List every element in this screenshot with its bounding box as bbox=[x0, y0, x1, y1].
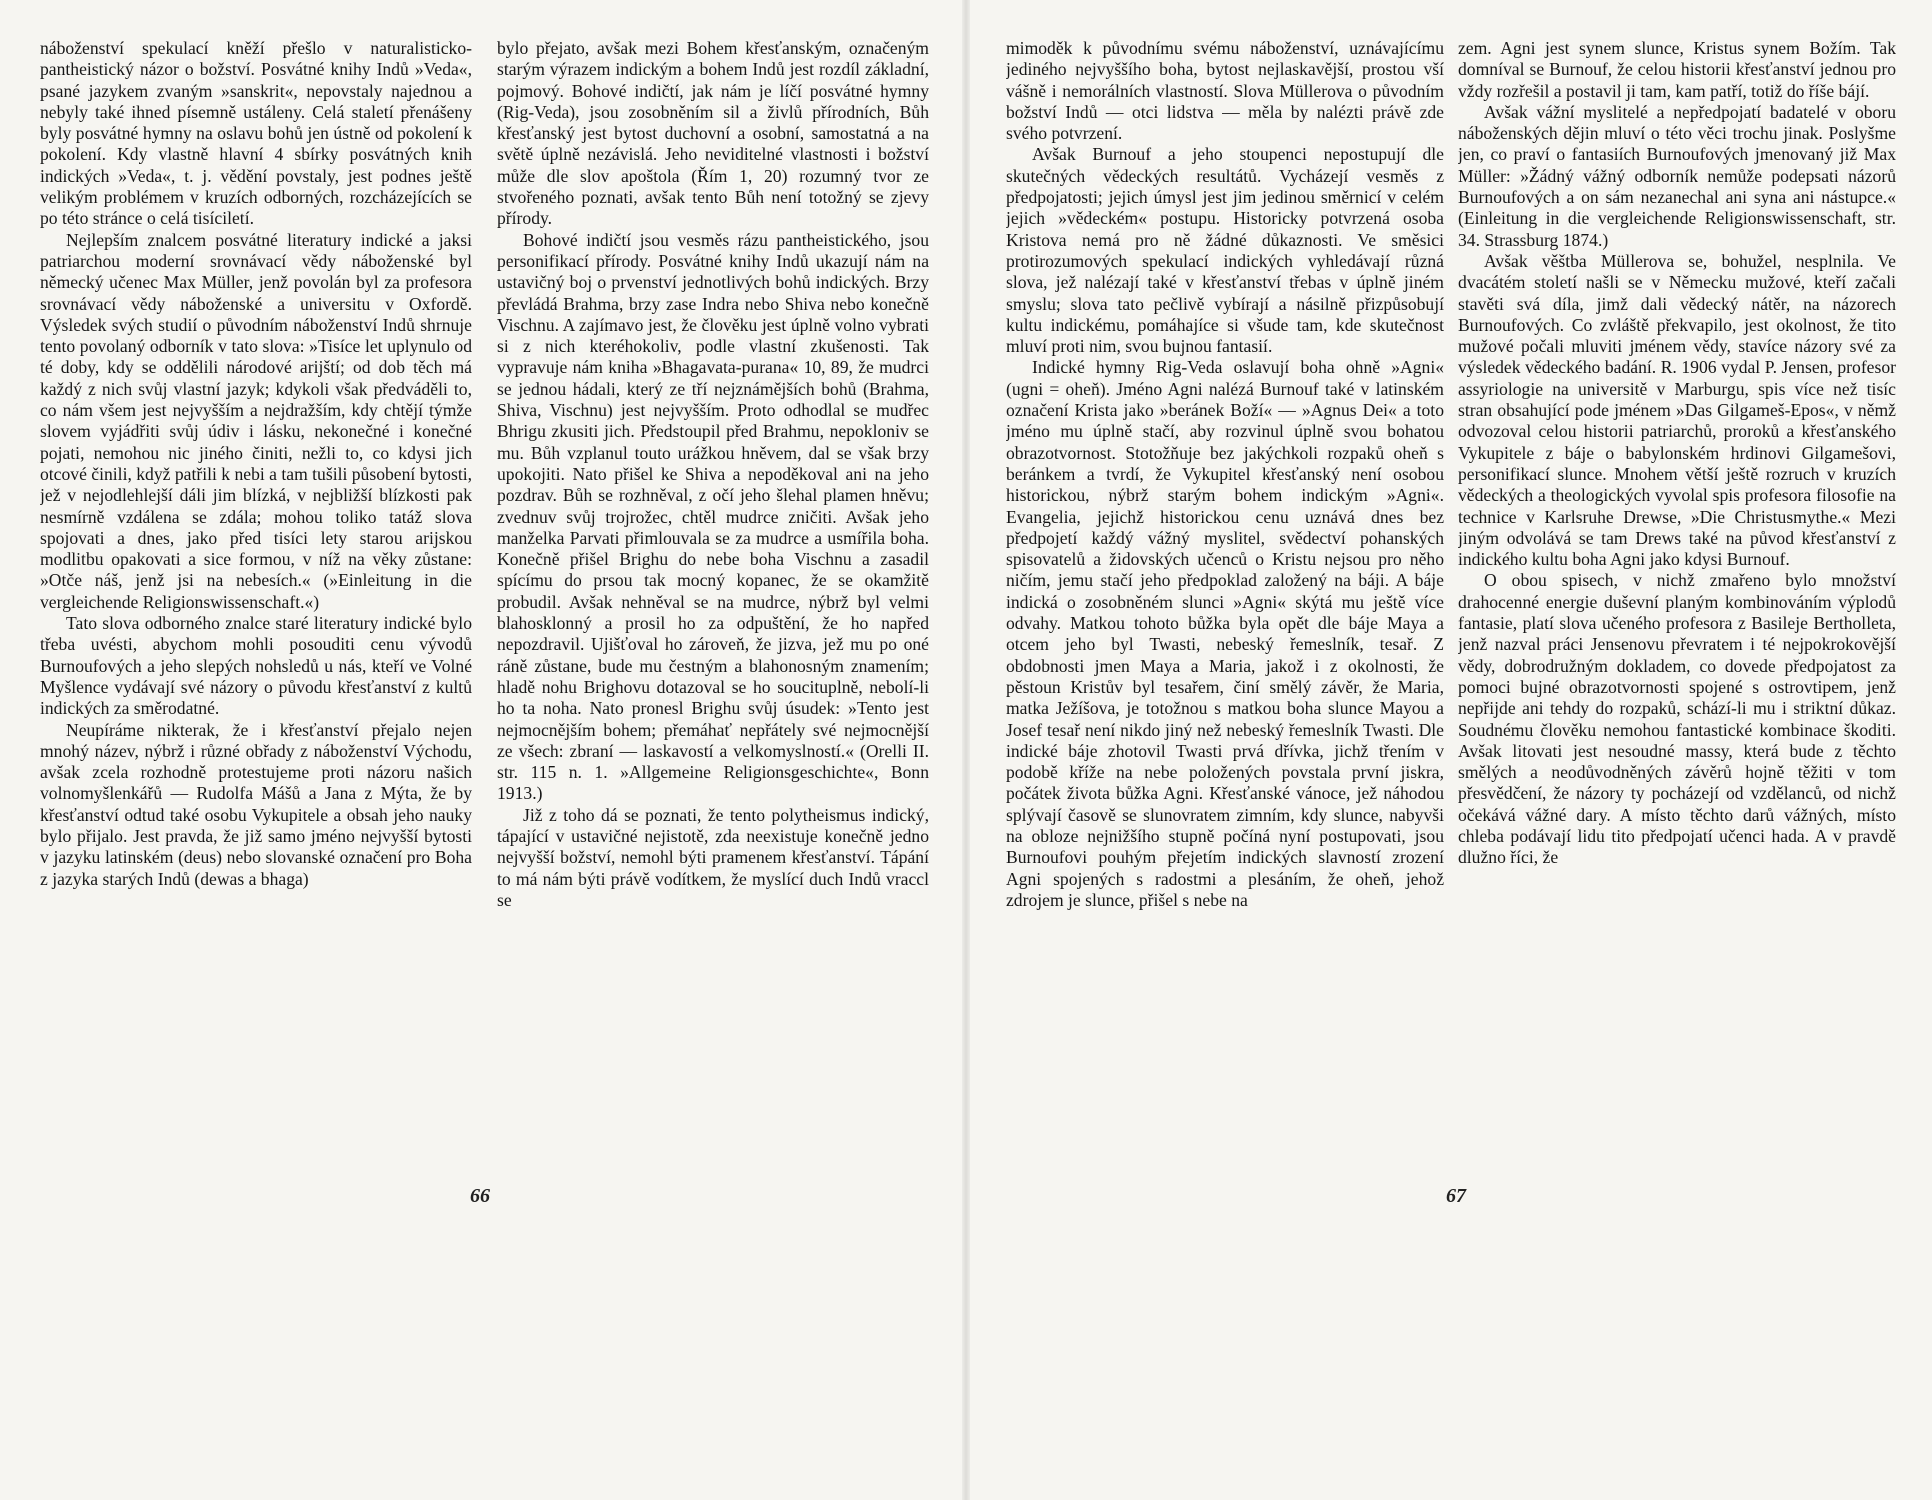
page-number: 67 bbox=[1446, 1185, 1466, 1207]
paragraph: O obou spisech, v nichž zmařeno bylo množství drahocenné energie duševní planým kombinováním výplodů fantasie, platí slova učeného profesora z Basileje Bertholleta, jenž nazval práci Jensenovu převratem i té nejpokrokovější vědy, dobrodružným dokladem, co dovede předpojatost za pomoci bujné obrazotvornosti spojené s ostrovtipem, jenž nepřijde ani tehdy do rozpaků, schází-li mu i striktní důkaz. Soudnému člověku nemohou fantastické kombinace škoditi. Avšak litovati jest nesoudné massy, která bude z těchto smělých a neodůvodněných závěrů hojně těžiti v tom přesvědčení, že názory ty pocházejí od vzdělanců, od nichž očekává vážné dary. A místo těchto darů vážných, místo chleba podávají lidu tito předpojatí učenci hada. A v pravdě dlužno říci, že bbox=[1458, 570, 1896, 868]
paragraph: Avšak Burnouf a jeho stoupenci nepostupují dle skutečných vědeckých resultátů. Vycházejí vesměs z předpojatosti; jejich úmysl jest jim jedinou směrnicí v celém jejich »vědeckém« postupu. Historicky potvrzená osoba Kristova nemá pro ně žádné důkaznosti. Ve směsici protirozumových spekulací indických vyhledávají různá slova, jež nalézají také v křesťanství třebas v úplně jiném smyslu; slova tato pečlivě vybírají a násilně přizpůsobují kultu indickému, pomáhajíce si všude tam, kde skutečnost mluví proti nim, svou bujnou fantasií. bbox=[1006, 144, 1444, 357]
paragraph: Indické hymny Rig-Veda oslavují boha ohně »Agni« (ugni = oheň). Jméno Agni nalézá Burnouf také v latinském označení Krista jako »beránek Boží« — »Agnus Dei« a toto jméno mu úplně stačí, aby rozvinul úplně svou bohatou obrazotvornost. Stotožňuje bez jakýchkoli rozpaků oheň s beránkem a tvrdí, že Vykupitel křesťanský není osobou historickou, nýbrž starým bohem indickým »Agni«. Evangelia, jejichž historickou cenu uznává dnes bez předpojetí každý vážný myslitel, svědectví pohanských spisovatelů a židovských učenců o Kristu nejsou pro něho ničím, jemu stačí jeho předpoklad založený na báji. A báje indická o zosobněném slunci »Agni« skýtá mu ještě více odvahy. Matkou tohoto bůžka byla opět dle báje Maya a otcem jeho byl Twasti, nebeský řemeslník, tesař. Z obdobnosti jmen Maya a Maria, jakož i z okolnosti, že pěstoun Kristův byl tesařem, činí smělý závěr, že Maria, matka Ježíšova, je totožnou s matkou boha slunce Mayou a Josef tesař není nikdo jiný než nebeský řemeslník Twasti. Dle indické báje zhotovil Twasti prvá dřívka, jichž třením v podobě kříže na nebe položených povstala první jiskra, počátek života bůžka Agni. Křesťanské vánoce, jež náhodou splývají časově se slunovratem zimním, kdy slunce, nabyvši na obloze nejnižšího stupně počíná nyní postupovati, jsou Burnoufovi pouhým přejetím indických slavností zrození Agni spojených s radostmi a plesáním, že oheň, jehož zdrojem je slunce, přišel s nebe na bbox=[1006, 357, 1444, 910]
page-67-column-2 bbox=[1458, 38, 1896, 1173]
page-67-column-1 bbox=[1006, 38, 1444, 1173]
page-number: 66 bbox=[470, 1185, 490, 1207]
paragraph: Neupíráme nikterak, že i křesťanství přejalo nejen mnohý název, nýbrž i různé obřady z náboženství Východu, avšak zcela rozhodně protestujeme proti názoru našich volnomyšlenkářů — Rudolfa Mášů a Jana z Mýta, že by křesťanství odtud také osobu Vykupitele a obsah jeho nauky bylo přijalo. Jest pravda, že již samo jméno nejvyšší bytosti v jazyku latinském (deus) nebo slovanské označení pro Boha z jazyka starých Indů (dewas a bhaga) bbox=[40, 719, 472, 889]
paragraph: Avšak vážní myslitelé a nepředpojatí badatelé v oboru náboženských dějin mluví o této věci trochu jinak. Poslyšme jen, co praví o fantasiích Burnoufových jmenovaný již Max Müller: »Žádný vážný odborník nemůže podepsati názorů Burnoufových a on sám nezanechal ani syna ani nástupce.« (Einleitung in die vergleichende Religionswissenschaft, str. 34. Strassburg 1874.) bbox=[1458, 101, 1896, 250]
paragraph: náboženství spekulací kněží přešlo v naturalisticko-pantheistický názor o božství. Posvátné knihy Indů »Veda«, psané jazykem zvaným »sanskrit«, nepovstaly najednou a nebyly také ihned písemně ustáleny. Celá staletí přenášeny byly posvátné hymny na oslavu bohů jen ústně od pokolení k pokolení. Kdy vlastně hlavní 4 sbírky posvátných knih indických »Veda«, t. j. vědění povstaly, jest podnes ještě velikým problémem v kruzích odborných, rozcházejících se po této stránce o celá tisíciletí. bbox=[40, 38, 472, 229]
paragraph: mimoděk k původnímu svému náboženství, uznávajícímu jediného nejvyššího boha, bytost nejlaskavější, prostou vší vášně i nemorálních vlastností. Slova Müllerova o původním božství Indů — otci lidstva — měla by nalézti právě zde svého potvrzení. bbox=[1006, 38, 1444, 144]
paragraph: Bohové indičtí jsou vesměs rázu pantheistického, jsou personifikací přírody. Posvátné knihy Indů ukazují nám na ustavičný boj o prvenství jednotlivých bohů indických. Brzy převládá Brahma, brzy zase Indra nebo Shiva nebo konečně Vischnu. A zajímavo jest, že člověku jest úplně volno vybrati si z nich kteréhokoliv, podle vlastní zkušenosti. Tak vypravuje nám kniha »Bhagavata-purana« 10, 89, že mudrci se jednou hádali, který ze tří nejznámějších bohů (Brahma, Shiva, Vischnu) jest nejvyšším. Proto odhodlal se mudřec Bhrigu zkusiti jich. Předstoupil před Brahmu, nepokloniv se mu. Bůh vzplanul touto urážkou hněvem, dal se však brzy upokojiti. Nato přišel ke Shiva a nepoděkoval ani na jeho pozdrav. Bůh se rozhněval, z očí jeho šlehal plamen hněvu; zvednuv svůj trojrožec, chtěl mudrce zničiti. Avšak jeho manželka Parvati přimlouvala se za mudrce a usmířila boha. Konečně přišel Brighu do nebe boha Vischnu a zasadil spícímu do prsou tak mocný kopanec, že se okamžitě probudil. Avšak nehněval se na mudrce, nýbrž byl velmi blahosklonný a prosil ho za odpuštění, že ho napřed nepozdravil. Ujišťoval ho zároveň, že jizva, jež mu po oné ráně zůstane, bude mu čestným a blahonosným znamením; hladě nohu Brighovu dotazoval se ho soucituplně, nebolí-li ho ta noha. Nato pronesl Brighu svůj úsudek: »Tento jest nejmocnějším bohem; přemáhať nepřátely své nejmocnější ze všech: zbraní — laskavostí a velkomyslností.« (Orelli II. str. 115 n. 1. »Allgemeine Religionsgeschichte«, Bonn 1913.) bbox=[497, 229, 929, 804]
paragraph: zem. Agni jest synem slunce, Kristus synem Božím. Tak domníval se Burnouf, že celou historii křesťanství jednou pro vždy rozřešil a postavil ji tam, kam patří, totiž do říše bájí. bbox=[1458, 38, 1896, 101]
paragraph: Již z toho dá se poznati, že tento polytheismus indický, tápající v ustavičné nejistotě, zda neexistuje konečně jedno nejvyšší božství, nemohl býti pramenem křesťanství. Tápání to má nám býti právě vodítkem, že myslící duch Indů vraccl se bbox=[497, 804, 929, 910]
page-66-column-1 bbox=[40, 38, 472, 1173]
paragraph: bylo přejato, avšak mezi Bohem křesťanským, označeným starým výrazem indickým a bohem Indů jest rozdíl základní, pojmový. Bohové indičtí, jak nám je líčí posvátné hymny (Rig-Veda), jsou zosobněním sil a živlů přírodních, Bůh křesťanský jest bytost duchovní a osobní, samostatná a na světě úplně nezávislá. Jeho neviditelné vlastnosti i božství může dle slov apoštola (Řím 1, 20) rozumný tvor ze stvořeného poznati, avšak tento Bůh není totožný se zjevy přírody. bbox=[497, 38, 929, 229]
paragraph: Tato slova odborného znalce staré literatury indické bylo třeba uvésti, abychom mohli posouditi cenu vývodů Burnoufových a jeho slepých nohsledů u nás, kteří ve Volné Myšlence vydávají své názory o původu křesťanství z kultů indických za směrodatné. bbox=[40, 613, 472, 719]
paragraph: Avšak věštba Müllerova se, bohužel, nesplnila. Ve dvacátém století našli se v Německu mužové, kteří začali stavěti svá díla, jimž dali vědecký nátěr, na názorech Burnoufových. Co zvláště překvapilo, jest okolnost, že tito mužové počali mluviti jménem vědy, stavíce názory své za výsledek vědeckého badání. R. 1906 vydal P. Jensen, profesor assyriologie na universitě v Marburgu, spis více než tisíc stran obsahující pode jménem »Das Gilgameš-Epos«, v němž odvozoval celou historii patriarchů, proroků a křesťanského Vykupitele z báje o babylonském hrdinovi Gilgamešovi, personifikací slunce. Mnohem větší ještě rozruch v kruzích vědeckých a theologických vyvolal spis profesora filosofie na technice v Karlsruhe Drewse, »Die Christusmythe.« Mezi jiným odvolává se tam Drews také na původ křesťanství z indického kultu boha Agni jako kdysi Burnouf. bbox=[1458, 250, 1896, 570]
page-66-column-2 bbox=[497, 38, 929, 1173]
page-67 bbox=[966, 0, 1932, 1500]
paragraph: Nejlepším znalcem posvátné literatury indické a jaksi patriarchou moderní srovnávací vědy náboženské byl německý učenec Max Müller, jenž povolán byl za profesora srovnávací vědy náboženské a universitu v Oxfordě. Výsledek svých studií o původním náboženství Indů shrnuje tento povolaný odborník v tato slova: »Tisíce let uplynulo od té doby, kdy se oddělili národové arijští; od dob těch má každý z nich svůj vlastní jazyk; kdykoli však předváděli to, co nám všem jest nejvyšším a nejdražším, kdy chtějí týmže slovem vyjádřiti svůj údiv i lásku, nekonečné i konečné pojati, nemohou nic jiného činiti, nežli to, co kdysi jich otcové činili, když patřili k nebi a tam tušili působení bytosti, jež v nejodlehlejší dáli jim blízká, v nejbližší blízkosti pak nesmírně vzdálena se zdála; mohou toliko tatáž slova spojovati a dnes, jako před tisíci lety starou arijskou modlitbu opakovati a sice formou, v níž na věky zůstane: »Otče náš, jenž jsi na nebesích.« (»Einleitung in die vergleichende Religionswissenschaft.«) bbox=[40, 229, 472, 612]
